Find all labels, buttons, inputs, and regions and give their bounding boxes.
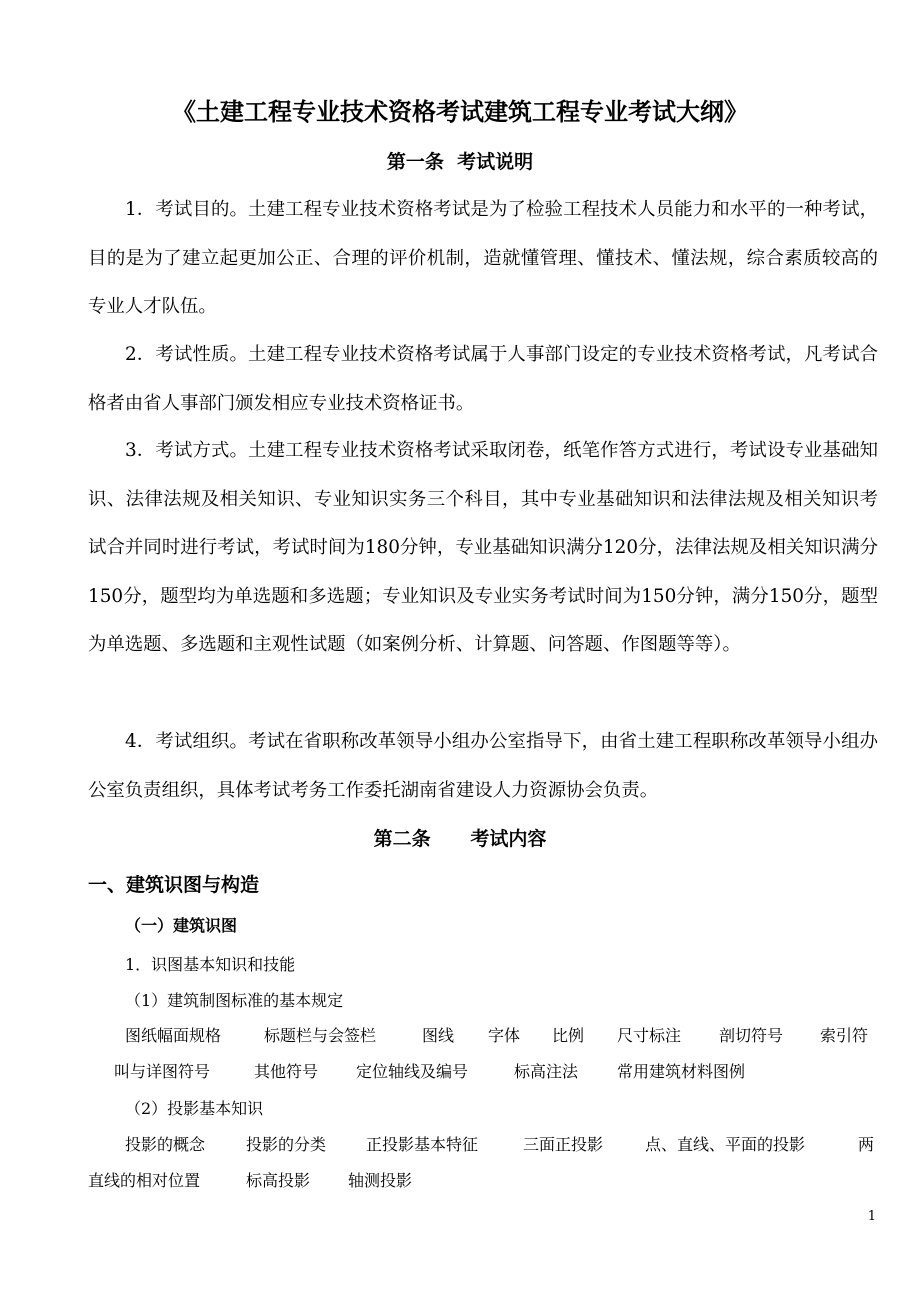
list-item: 图纸幅面规格	[125, 1026, 222, 1045]
sub-2-terms-row-1	[0, 1132, 920, 1154]
list-item: 图线	[422, 1026, 455, 1045]
list-item: 标高注法	[514, 1062, 579, 1081]
list-item: 三面正投影	[523, 1135, 604, 1154]
list-item: 点、直线、平面的投影	[645, 1135, 806, 1154]
item-1-heading: 1．识图基本知识和技能	[125, 955, 296, 974]
sub-2-terms-row-2	[0, 1168, 920, 1190]
list-item: 标高投影	[246, 1171, 311, 1190]
sub-2-heading: （2）投影基本知识	[125, 1099, 264, 1118]
article-1-heading: 第一条 考试说明	[386, 151, 534, 173]
paragraph-exam-purpose: 1．考试目的。土建工程专业技术资格考试是为了检验工程技术人员能力和水平的一种考试，目的是为了建立起更加公正、合理的评价机制，造就懂管理、懂技术、懂法规，综合素质较高的专业人才队伍。	[88, 199, 878, 317]
list-item: 轴测投影	[348, 1171, 413, 1190]
sub-1-terms-row-1	[0, 1023, 920, 1045]
list-item: 两	[858, 1135, 875, 1154]
list-item: 尺寸标注	[617, 1026, 682, 1045]
sub-1-terms-row-2	[0, 1059, 920, 1081]
list-item: 字体	[488, 1026, 521, 1045]
section-1-heading: 一、建筑识图与构造	[88, 874, 260, 896]
subsection-1-heading: （一）建筑识图	[125, 916, 238, 935]
paragraph-exam-organization: 4．考试组织。考试在省职称改革领导小组办公室指导下，由省土建工程职称改革领导小组办公室负责组织，具体考试考务工作委托湖南省建设人力资源协会负责。	[88, 731, 878, 801]
list-item: 直线的相对位置	[88, 1171, 201, 1190]
list-item: 索引符	[820, 1026, 869, 1045]
list-item: 标题栏与会签栏	[264, 1026, 377, 1045]
paragraph-exam-method: 3．考试方式。土建工程专业技术资格考试采取闭卷，纸笔作答方式进行，考试设专业基础知识、法律法规及相关知识、专业知识实务三个科目，其中专业基础知识和法律法规及相关知识考试合并同时进行考试，考试时间为180分钟，专业基础知识满分120分，法律法规及相关知识满分150分，题型均为单选题和多选题；专业知识及专业实务考试时间为150分钟，满分150分，题型为单选题、多选题和主观性试题（如案例分析、计算题、问答题、作图题等等）。	[88, 440, 878, 655]
list-item: 正投影基本特征	[366, 1135, 479, 1154]
paragraph-exam-nature: 2．考试性质。土建工程专业技术资格考试属于人事部门设定的专业技术资格考试，凡考试合格者由省人事部门颁发相应专业技术资格证书。	[88, 344, 878, 414]
list-item: 常用建筑材料图例	[617, 1062, 746, 1081]
document-title: 《土建工程专业技术资格考试建筑工程专业考试大纲》	[172, 97, 748, 126]
list-item: 投影的分类	[246, 1135, 327, 1154]
list-item: 其他符号	[254, 1062, 319, 1081]
list-item: 定位轴线及编号	[356, 1062, 469, 1081]
list-item: 比例	[552, 1026, 585, 1045]
sub-1-heading: （1）建筑制图标准的基本规定	[125, 991, 344, 1010]
list-item: 剖切符号	[719, 1026, 784, 1045]
list-item: 叫与详图符号	[114, 1062, 211, 1081]
list-item: 投影的概念	[125, 1135, 206, 1154]
page-number: 1	[867, 1209, 876, 1224]
article-2-heading: 第二条 考试内容	[373, 828, 547, 850]
